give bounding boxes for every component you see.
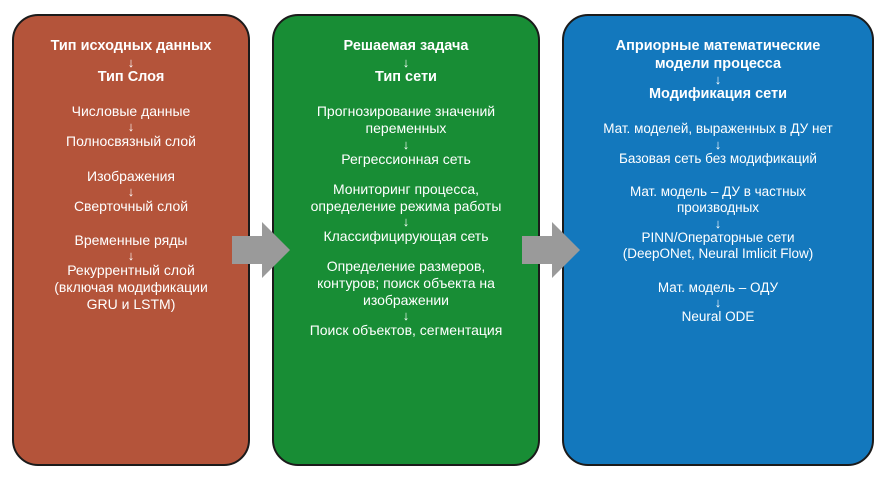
down-arrow-icon: ↓ <box>714 136 722 152</box>
down-arrow-icon: ↓ <box>714 295 722 311</box>
panel-line: Временные ряды <box>74 231 188 248</box>
panel-line: Решаемая задача <box>343 38 469 54</box>
down-arrow-icon: ↓ <box>714 215 722 231</box>
panel-line: Прогнозирование значений <box>316 103 496 120</box>
panel-line: Neural ODE <box>681 309 755 325</box>
panel-line: Мат. модель – ДУ в частных <box>629 184 807 199</box>
down-arrow-icon: ↓ <box>127 247 135 263</box>
panel-line: Полносвязный слой <box>66 133 196 150</box>
panel-line: Мониторинг процесса, <box>332 180 479 197</box>
panel-line: Сверточный слой <box>73 197 189 214</box>
panel-line: PINN/Операторные сети <box>641 229 795 245</box>
panel-line: Классифицирующая сеть <box>323 227 489 244</box>
down-arrow-icon: ↓ <box>402 308 410 324</box>
panel-line: (включая модификации <box>54 278 208 295</box>
panel-line: Поиск объектов, сегментация <box>309 322 503 339</box>
panel-line: Мат. модель – ОДУ <box>657 279 779 295</box>
panel-line: Базовая сеть без модификаций <box>619 150 817 166</box>
panel-line: Априорные математические <box>615 38 821 54</box>
panel-line: Тип сети <box>375 68 437 85</box>
panel-line: Рекуррентный слой <box>67 261 195 278</box>
panel-line: Тип Слоя <box>97 68 165 85</box>
arrow-red-to-green-icon <box>232 222 290 278</box>
panel-task-type <box>272 14 540 466</box>
panel-line: производных <box>676 200 760 216</box>
panel-line: изображении <box>363 292 449 308</box>
arrow-green-to-blue-icon <box>522 222 580 278</box>
down-arrow-icon: ↓ <box>402 136 410 152</box>
panel-line: Мат. моделей, выраженных в ДУ нет <box>603 121 833 137</box>
panel-apriori-models <box>562 14 874 466</box>
down-arrow-icon: ↓ <box>127 119 135 135</box>
down-arrow-icon: ↓ <box>127 54 135 70</box>
panel-line: модели процесса <box>654 55 782 72</box>
down-arrow-icon: ↓ <box>127 183 135 199</box>
panel-data-type <box>12 14 250 466</box>
panel-line: Модификация сети <box>648 86 788 103</box>
panel-line: Определение размеров, <box>326 257 486 274</box>
panel-line: контуров; поиск объекта на <box>317 274 495 291</box>
panel-line: (DeepONet, Neural Imlicit Flow) <box>622 246 814 262</box>
panel-line: переменных <box>365 120 447 137</box>
panel-line: Числовые данные <box>71 103 191 120</box>
panel-line: Регрессионная сеть <box>341 150 471 167</box>
down-arrow-icon: ↓ <box>714 72 722 88</box>
down-arrow-icon: ↓ <box>402 54 410 70</box>
panel-line: Тип исходных данных <box>50 38 212 54</box>
panel-line: GRU и LSTM) <box>86 295 176 312</box>
panel-line: определение режима работы <box>310 197 502 214</box>
panel-line: Изображения <box>87 167 175 184</box>
down-arrow-icon: ↓ <box>402 213 410 229</box>
